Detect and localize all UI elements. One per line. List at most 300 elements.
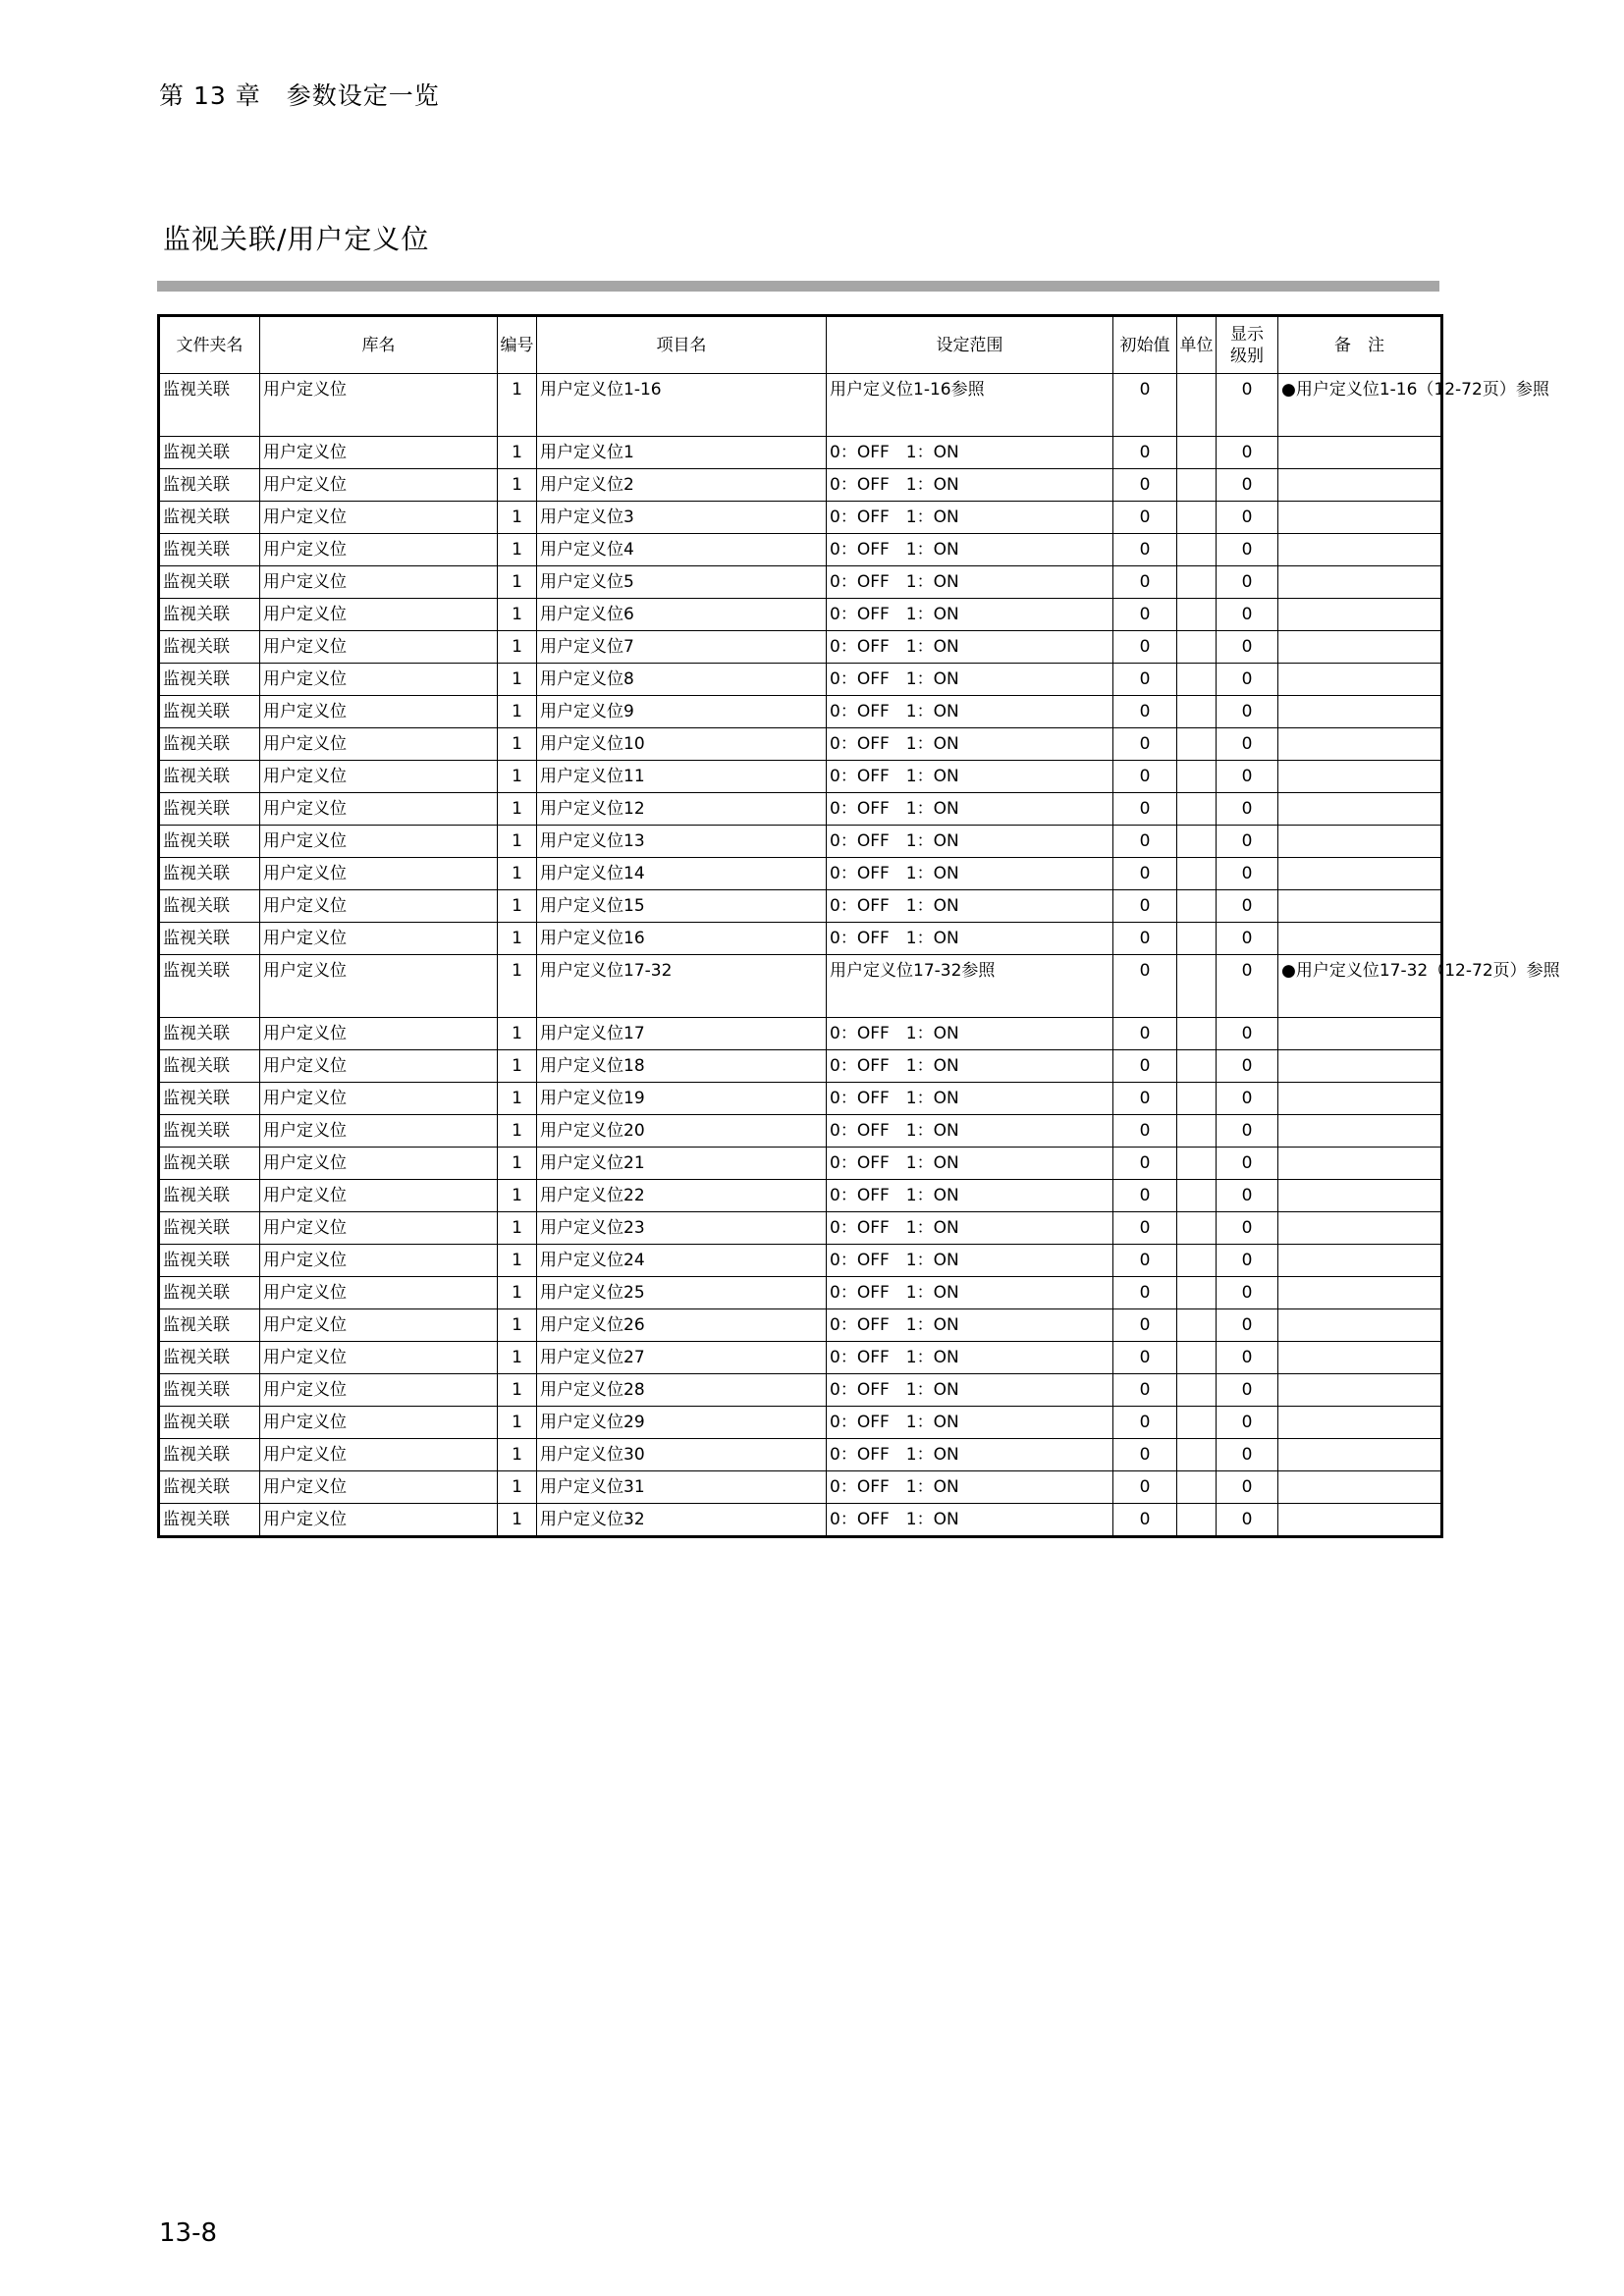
number-cell: 1 <box>498 1245 537 1277</box>
unit-cell <box>1177 890 1217 923</box>
unit-cell <box>1177 1050 1217 1083</box>
initial-value-cell: 0 <box>1113 1439 1177 1471</box>
note-cell <box>1278 631 1442 664</box>
setting-range-cell: 0：OFF 1：ON <box>827 1083 1113 1115</box>
setting-range-cell: 0：OFF 1：ON <box>827 826 1113 858</box>
display-level-cell: 0 <box>1217 1212 1278 1245</box>
folder-cell: 监视关联 <box>159 469 260 502</box>
note-cell <box>1278 502 1442 534</box>
unit-cell <box>1177 1374 1217 1407</box>
setting-range-cell: 0：OFF 1：ON <box>827 923 1113 955</box>
unit-cell <box>1177 599 1217 631</box>
item-name-cell: 用户定义位1-16 <box>537 374 827 437</box>
setting-range-cell: 0：OFF 1：ON <box>827 1471 1113 1504</box>
library-cell: 用户定义位 <box>260 599 498 631</box>
folder-cell: 监视关联 <box>159 664 260 696</box>
unit-cell <box>1177 923 1217 955</box>
table-row <box>159 793 1442 826</box>
folder-cell: 监视关联 <box>159 793 260 826</box>
note-cell <box>1278 1148 1442 1180</box>
number-cell: 1 <box>498 923 537 955</box>
initial-value-cell: 0 <box>1113 890 1177 923</box>
table-row <box>159 858 1442 890</box>
table-row <box>159 1407 1442 1439</box>
setting-range-cell: 0：OFF 1：ON <box>827 890 1113 923</box>
number-cell: 1 <box>498 1439 537 1471</box>
item-name-cell: 用户定义位5 <box>537 566 827 599</box>
folder-cell: 监视关联 <box>159 631 260 664</box>
setting-range-cell: 0：OFF 1：ON <box>827 1212 1113 1245</box>
folder-cell: 监视关联 <box>159 534 260 566</box>
folder-cell: 监视关联 <box>159 566 260 599</box>
setting-range-cell: 0：OFF 1：ON <box>827 1245 1113 1277</box>
number-cell: 1 <box>498 437 537 469</box>
note-cell <box>1278 728 1442 761</box>
note-cell <box>1278 923 1442 955</box>
initial-value-cell: 0 <box>1113 1277 1177 1309</box>
column-header: 库名 <box>260 316 498 374</box>
setting-range-cell: 0：OFF 1：ON <box>827 599 1113 631</box>
number-cell: 1 <box>498 1212 537 1245</box>
note-cell: ●用户定义位1-16（12-72页）参照 <box>1278 374 1442 437</box>
library-cell: 用户定义位 <box>260 631 498 664</box>
setting-range-cell: 用户定义位1-16参照 <box>827 374 1113 437</box>
display-level-cell: 0 <box>1217 858 1278 890</box>
initial-value-cell: 0 <box>1113 599 1177 631</box>
table-row <box>159 1439 1442 1471</box>
setting-range-cell: 0：OFF 1：ON <box>827 566 1113 599</box>
library-cell: 用户定义位 <box>260 1342 498 1374</box>
item-name-cell: 用户定义位15 <box>537 890 827 923</box>
display-level-cell: 0 <box>1217 502 1278 534</box>
item-name-cell: 用户定义位27 <box>537 1342 827 1374</box>
chapter-header: 第 13 章 参数设定一览 <box>159 81 440 110</box>
initial-value-cell: 0 <box>1113 1050 1177 1083</box>
note-cell <box>1278 534 1442 566</box>
table-body <box>159 374 1560 1537</box>
display-level-cell: 0 <box>1217 469 1278 502</box>
initial-value-cell: 0 <box>1113 858 1177 890</box>
number-cell: 1 <box>498 696 537 728</box>
library-cell: 用户定义位 <box>260 437 498 469</box>
folder-cell: 监视关联 <box>159 1083 260 1115</box>
display-level-cell: 0 <box>1217 890 1278 923</box>
item-name-cell: 用户定义位17-32 <box>537 955 827 1018</box>
column-header: 编号 <box>498 316 537 374</box>
number-cell: 1 <box>498 1050 537 1083</box>
item-name-cell: 用户定义位26 <box>537 1309 827 1342</box>
unit-cell <box>1177 1212 1217 1245</box>
setting-range-cell: 0：OFF 1：ON <box>827 1180 1113 1212</box>
note-cell <box>1278 1407 1442 1439</box>
display-level-cell: 0 <box>1217 631 1278 664</box>
initial-value-cell: 0 <box>1113 826 1177 858</box>
table-row <box>159 1504 1442 1537</box>
note-cell <box>1278 826 1442 858</box>
initial-value-cell: 0 <box>1113 1342 1177 1374</box>
display-level-cell: 0 <box>1217 1050 1278 1083</box>
folder-cell: 监视关联 <box>159 923 260 955</box>
unit-cell <box>1177 1180 1217 1212</box>
section-title: 监视关联/用户定义位 <box>163 223 430 255</box>
note-cell <box>1278 1212 1442 1245</box>
note-cell <box>1278 1342 1442 1374</box>
item-name-cell: 用户定义位14 <box>537 858 827 890</box>
table-row <box>159 469 1442 502</box>
unit-cell <box>1177 1407 1217 1439</box>
item-name-cell: 用户定义位31 <box>537 1471 827 1504</box>
number-cell: 1 <box>498 858 537 890</box>
folder-cell: 监视关联 <box>159 1212 260 1245</box>
item-name-cell: 用户定义位12 <box>537 793 827 826</box>
unit-cell <box>1177 566 1217 599</box>
setting-range-cell: 0：OFF 1：ON <box>827 1407 1113 1439</box>
item-name-cell: 用户定义位32 <box>537 1504 827 1537</box>
folder-cell: 监视关联 <box>159 696 260 728</box>
table-row <box>159 664 1442 696</box>
item-name-cell: 用户定义位28 <box>537 1374 827 1407</box>
table-row <box>159 923 1442 955</box>
setting-range-cell: 0：OFF 1：ON <box>827 502 1113 534</box>
note-cell <box>1278 1083 1442 1115</box>
initial-value-cell: 0 <box>1113 631 1177 664</box>
folder-cell: 监视关联 <box>159 955 260 1018</box>
note-cell <box>1278 890 1442 923</box>
setting-range-cell: 0：OFF 1：ON <box>827 1504 1113 1537</box>
library-cell: 用户定义位 <box>260 1374 498 1407</box>
display-level-cell: 0 <box>1217 1277 1278 1309</box>
initial-value-cell: 0 <box>1113 1504 1177 1537</box>
initial-value-cell: 0 <box>1113 664 1177 696</box>
number-cell: 1 <box>498 1083 537 1115</box>
number-cell: 1 <box>498 1115 537 1148</box>
unit-cell <box>1177 761 1217 793</box>
table-row <box>159 1342 1442 1374</box>
display-level-cell: 0 <box>1217 1407 1278 1439</box>
setting-range-cell: 0：OFF 1：ON <box>827 437 1113 469</box>
setting-range-cell: 0：OFF 1：ON <box>827 1439 1113 1471</box>
unit-cell <box>1177 955 1217 1018</box>
note-cell <box>1278 1277 1442 1309</box>
folder-cell: 监视关联 <box>159 1277 260 1309</box>
note-cell <box>1278 1309 1442 1342</box>
item-name-cell: 用户定义位23 <box>537 1212 827 1245</box>
column-header: 设定范围 <box>827 316 1113 374</box>
note-cell <box>1278 696 1442 728</box>
library-cell: 用户定义位 <box>260 534 498 566</box>
setting-range-cell: 0：OFF 1：ON <box>827 1309 1113 1342</box>
library-cell: 用户定义位 <box>260 955 498 1018</box>
item-name-cell: 用户定义位9 <box>537 696 827 728</box>
setting-range-cell: 0：OFF 1：ON <box>827 469 1113 502</box>
column-header: 显示级别 <box>1217 316 1278 374</box>
item-name-cell: 用户定义位3 <box>537 502 827 534</box>
setting-range-cell: 0：OFF 1：ON <box>827 631 1113 664</box>
initial-value-cell: 0 <box>1113 566 1177 599</box>
number-cell: 1 <box>498 728 537 761</box>
table-row <box>159 955 1442 1018</box>
note-cell <box>1278 1374 1442 1407</box>
library-cell: 用户定义位 <box>260 1115 498 1148</box>
table-row <box>159 1083 1442 1115</box>
folder-cell: 监视关联 <box>159 761 260 793</box>
note-cell <box>1278 1180 1442 1212</box>
note-cell <box>1278 1471 1442 1504</box>
initial-value-cell: 0 <box>1113 1471 1177 1504</box>
table-row <box>159 728 1442 761</box>
unit-cell <box>1177 664 1217 696</box>
table-row <box>159 374 1442 437</box>
library-cell: 用户定义位 <box>260 1212 498 1245</box>
setting-range-cell: 用户定义位17-32参照 <box>827 955 1113 1018</box>
setting-range-cell: 0：OFF 1：ON <box>827 1277 1113 1309</box>
library-cell: 用户定义位 <box>260 696 498 728</box>
unit-cell <box>1177 696 1217 728</box>
library-cell: 用户定义位 <box>260 793 498 826</box>
table-row <box>159 696 1442 728</box>
display-level-cell: 0 <box>1217 1180 1278 1212</box>
table-row <box>159 1018 1442 1050</box>
table-row <box>159 1180 1442 1212</box>
table-row <box>159 826 1442 858</box>
folder-cell: 监视关联 <box>159 826 260 858</box>
table-row <box>159 1471 1442 1504</box>
display-level-cell: 0 <box>1217 1471 1278 1504</box>
library-cell: 用户定义位 <box>260 1050 498 1083</box>
setting-range-cell: 0：OFF 1：ON <box>827 1050 1113 1083</box>
initial-value-cell: 0 <box>1113 923 1177 955</box>
unit-cell <box>1177 858 1217 890</box>
number-cell: 1 <box>498 1277 537 1309</box>
table-row <box>159 890 1442 923</box>
unit-cell <box>1177 826 1217 858</box>
unit-cell <box>1177 374 1217 437</box>
number-cell: 1 <box>498 1374 537 1407</box>
number-cell: 1 <box>498 1309 537 1342</box>
note-cell: ●用户定义位17-32（12-72页）参照 <box>1278 955 1442 1018</box>
library-cell: 用户定义位 <box>260 1180 498 1212</box>
column-header: 初始值 <box>1113 316 1177 374</box>
item-name-cell: 用户定义位7 <box>537 631 827 664</box>
setting-range-cell: 0：OFF 1：ON <box>827 664 1113 696</box>
library-cell: 用户定义位 <box>260 761 498 793</box>
folder-cell: 监视关联 <box>159 1115 260 1148</box>
folder-cell: 监视关联 <box>159 1309 260 1342</box>
setting-range-cell: 0：OFF 1：ON <box>827 696 1113 728</box>
number-cell: 1 <box>498 761 537 793</box>
table-row <box>159 437 1442 469</box>
note-cell <box>1278 1245 1442 1277</box>
setting-range-cell: 0：OFF 1：ON <box>827 534 1113 566</box>
number-cell: 1 <box>498 1018 537 1050</box>
table-row <box>159 534 1442 566</box>
column-header: 单位 <box>1177 316 1217 374</box>
display-level-cell: 0 <box>1217 826 1278 858</box>
folder-cell: 监视关联 <box>159 502 260 534</box>
table-row <box>159 1374 1442 1407</box>
item-name-cell: 用户定义位29 <box>537 1407 827 1439</box>
table-row <box>159 1050 1442 1083</box>
library-cell: 用户定义位 <box>260 728 498 761</box>
number-cell: 1 <box>498 566 537 599</box>
initial-value-cell: 0 <box>1113 793 1177 826</box>
unit-cell <box>1177 1245 1217 1277</box>
note-cell <box>1278 469 1442 502</box>
item-name-cell: 用户定义位2 <box>537 469 827 502</box>
item-name-cell: 用户定义位17 <box>537 1018 827 1050</box>
initial-value-cell: 0 <box>1113 1115 1177 1148</box>
number-cell: 1 <box>498 534 537 566</box>
number-cell: 1 <box>498 469 537 502</box>
initial-value-cell: 0 <box>1113 469 1177 502</box>
item-name-cell: 用户定义位24 <box>537 1245 827 1277</box>
library-cell: 用户定义位 <box>260 923 498 955</box>
initial-value-cell: 0 <box>1113 696 1177 728</box>
item-name-cell: 用户定义位21 <box>537 1148 827 1180</box>
number-cell: 1 <box>498 374 537 437</box>
table-row <box>159 1277 1442 1309</box>
table-row <box>159 1115 1442 1148</box>
setting-range-cell: 0：OFF 1：ON <box>827 1115 1113 1148</box>
page-number: 13-8 <box>159 2218 218 2248</box>
folder-cell: 监视关联 <box>159 374 260 437</box>
setting-range-cell: 0：OFF 1：ON <box>827 858 1113 890</box>
number-cell: 1 <box>498 631 537 664</box>
library-cell: 用户定义位 <box>260 1407 498 1439</box>
item-name-cell: 用户定义位22 <box>537 1180 827 1212</box>
table-row <box>159 761 1442 793</box>
display-level-cell: 0 <box>1217 1309 1278 1342</box>
table-row <box>159 631 1442 664</box>
library-cell: 用户定义位 <box>260 890 498 923</box>
display-level-cell: 0 <box>1217 1115 1278 1148</box>
initial-value-cell: 0 <box>1113 728 1177 761</box>
folder-cell: 监视关联 <box>159 1439 260 1471</box>
library-cell: 用户定义位 <box>260 1439 498 1471</box>
library-cell: 用户定义位 <box>260 1083 498 1115</box>
table-row <box>159 599 1442 631</box>
initial-value-cell: 0 <box>1113 1083 1177 1115</box>
number-cell: 1 <box>498 826 537 858</box>
table-row <box>159 1212 1442 1245</box>
column-header: 文件夹名 <box>159 316 260 374</box>
folder-cell: 监视关联 <box>159 858 260 890</box>
unit-cell <box>1177 469 1217 502</box>
display-level-cell: 0 <box>1217 1374 1278 1407</box>
unit-cell <box>1177 1504 1217 1537</box>
folder-cell: 监视关联 <box>159 1471 260 1504</box>
display-level-cell: 0 <box>1217 1342 1278 1374</box>
setting-range-cell: 0：OFF 1：ON <box>827 1342 1113 1374</box>
item-name-cell: 用户定义位16 <box>537 923 827 955</box>
number-cell: 1 <box>498 955 537 1018</box>
unit-cell <box>1177 1018 1217 1050</box>
unit-cell <box>1177 1439 1217 1471</box>
item-name-cell: 用户定义位18 <box>537 1050 827 1083</box>
table-row <box>159 1309 1442 1342</box>
column-header: 项目名 <box>537 316 827 374</box>
display-level-cell: 0 <box>1217 566 1278 599</box>
folder-cell: 监视关联 <box>159 1245 260 1277</box>
note-cell <box>1278 437 1442 469</box>
unit-cell <box>1177 1309 1217 1342</box>
display-level-cell: 0 <box>1217 923 1278 955</box>
note-cell <box>1278 664 1442 696</box>
library-cell: 用户定义位 <box>260 374 498 437</box>
initial-value-cell: 0 <box>1113 1245 1177 1277</box>
display-level-cell: 0 <box>1217 437 1278 469</box>
library-cell: 用户定义位 <box>260 858 498 890</box>
library-cell: 用户定义位 <box>260 566 498 599</box>
number-cell: 1 <box>498 1471 537 1504</box>
number-cell: 1 <box>498 1180 537 1212</box>
initial-value-cell: 0 <box>1113 374 1177 437</box>
item-name-cell: 用户定义位13 <box>537 826 827 858</box>
initial-value-cell: 0 <box>1113 1018 1177 1050</box>
unit-cell <box>1177 1277 1217 1309</box>
item-name-cell: 用户定义位4 <box>537 534 827 566</box>
item-name-cell: 用户定义位19 <box>537 1083 827 1115</box>
initial-value-cell: 0 <box>1113 1407 1177 1439</box>
folder-cell: 监视关联 <box>159 890 260 923</box>
number-cell: 1 <box>498 664 537 696</box>
display-level-cell: 0 <box>1217 1439 1278 1471</box>
folder-cell: 监视关联 <box>159 1504 260 1537</box>
number-cell: 1 <box>498 1407 537 1439</box>
library-cell: 用户定义位 <box>260 1277 498 1309</box>
note-cell <box>1278 566 1442 599</box>
folder-cell: 监视关联 <box>159 1342 260 1374</box>
unit-cell <box>1177 793 1217 826</box>
table-row <box>159 1148 1442 1180</box>
note-cell <box>1278 793 1442 826</box>
number-cell: 1 <box>498 502 537 534</box>
item-name-cell: 用户定义位10 <box>537 728 827 761</box>
table-row <box>159 566 1442 599</box>
number-cell: 1 <box>498 599 537 631</box>
library-cell: 用户定义位 <box>260 1504 498 1537</box>
display-level-cell: 0 <box>1217 1504 1278 1537</box>
column-header: 备 注 <box>1278 316 1442 374</box>
note-cell <box>1278 858 1442 890</box>
library-cell: 用户定义位 <box>260 1018 498 1050</box>
unit-cell <box>1177 502 1217 534</box>
setting-range-cell: 0：OFF 1：ON <box>827 1018 1113 1050</box>
unit-cell <box>1177 1342 1217 1374</box>
display-level-cell: 0 <box>1217 761 1278 793</box>
folder-cell: 监视关联 <box>159 1018 260 1050</box>
library-cell: 用户定义位 <box>260 502 498 534</box>
unit-cell <box>1177 437 1217 469</box>
library-cell: 用户定义位 <box>260 469 498 502</box>
initial-value-cell: 0 <box>1113 1374 1177 1407</box>
number-cell: 1 <box>498 890 537 923</box>
initial-value-cell: 0 <box>1113 1212 1177 1245</box>
display-level-cell: 0 <box>1217 1245 1278 1277</box>
setting-range-cell: 0：OFF 1：ON <box>827 1374 1113 1407</box>
note-cell <box>1278 599 1442 631</box>
display-level-cell: 0 <box>1217 664 1278 696</box>
library-cell: 用户定义位 <box>260 826 498 858</box>
initial-value-cell: 0 <box>1113 955 1177 1018</box>
initial-value-cell: 0 <box>1113 761 1177 793</box>
display-level-cell: 0 <box>1217 793 1278 826</box>
setting-range-cell: 0：OFF 1：ON <box>827 1148 1113 1180</box>
folder-cell: 监视关联 <box>159 437 260 469</box>
folder-cell: 监视关联 <box>159 1374 260 1407</box>
folder-cell: 监视关联 <box>159 728 260 761</box>
display-level-cell: 0 <box>1217 955 1278 1018</box>
